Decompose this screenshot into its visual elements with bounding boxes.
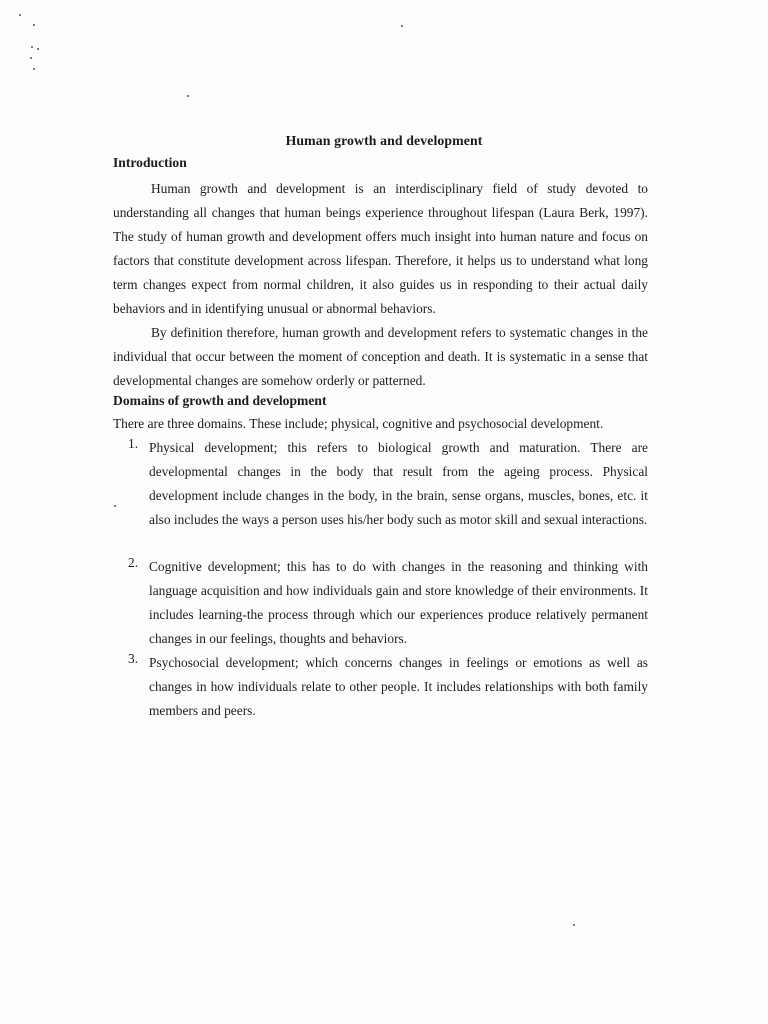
scan-speck <box>30 57 32 59</box>
scan-speck <box>19 14 21 16</box>
section-heading-introduction: Introduction <box>113 155 187 170</box>
paragraph: By definition therefore, human growth and development refers to systematic changes in the individual that occur between the moment of conception and death. It is systematic in a sense that developmental changes are somehow orderly or patterned. <box>113 325 648 388</box>
scan-speck <box>33 68 35 70</box>
document-title: Human growth and development <box>285 133 483 148</box>
list-text: Cognitive development; this has to do with changes in the reasoning and thinking with language acquisition and how individuals gain and store knowledge of their environments. It includes learning-the process through which our experiences produce relatively permanent changes in our feelings, thoughts and behaviors. <box>149 559 648 646</box>
section-heading-domains: Domains of growth and development <box>113 393 327 408</box>
scan-speck <box>31 46 33 48</box>
scan-speck <box>573 924 575 926</box>
list-text: Physical development; this refers to biological growth and maturation. There are developmental changes in the body that result from the ageing process. Physical development include changes in the body, in the brain, sense organs, muscles, bones, etc. it also includes the ways a person uses his/her body such as motor skill and sexual interactions. <box>149 440 648 527</box>
scan-speck <box>37 48 39 50</box>
scan-speck <box>33 24 35 26</box>
list-text: Psychosocial development; which concerns changes in feelings or emotions as well as changes in how individuals relate to other people. It includes relationships with both family members and peers. <box>149 655 648 718</box>
scan-speck <box>187 95 189 97</box>
list-number: 1. <box>128 436 139 451</box>
scan-speck <box>401 25 403 27</box>
list-number: 2. <box>128 555 139 570</box>
list-number: 3. <box>128 651 139 666</box>
scan-speck <box>114 505 116 507</box>
domains-intro-text: There are three domains. These include; physical, cognitive and psychosocial development. <box>113 416 604 431</box>
paragraph: Human growth and development is an interdisciplinary field of study devoted to understanding all changes that human beings experience throughout lifespan (Laura Berk, 1997). The study of human growth and development offers much insight into human nature and focus on factors that constitute development across lifespan. Therefore, it helps us to understand what long term changes expect from normal children, it also guides us in responding to their actual daily behaviors and in identifying unusual or abnormal behaviors. <box>113 181 648 316</box>
introduction-body <box>113 177 648 393</box>
